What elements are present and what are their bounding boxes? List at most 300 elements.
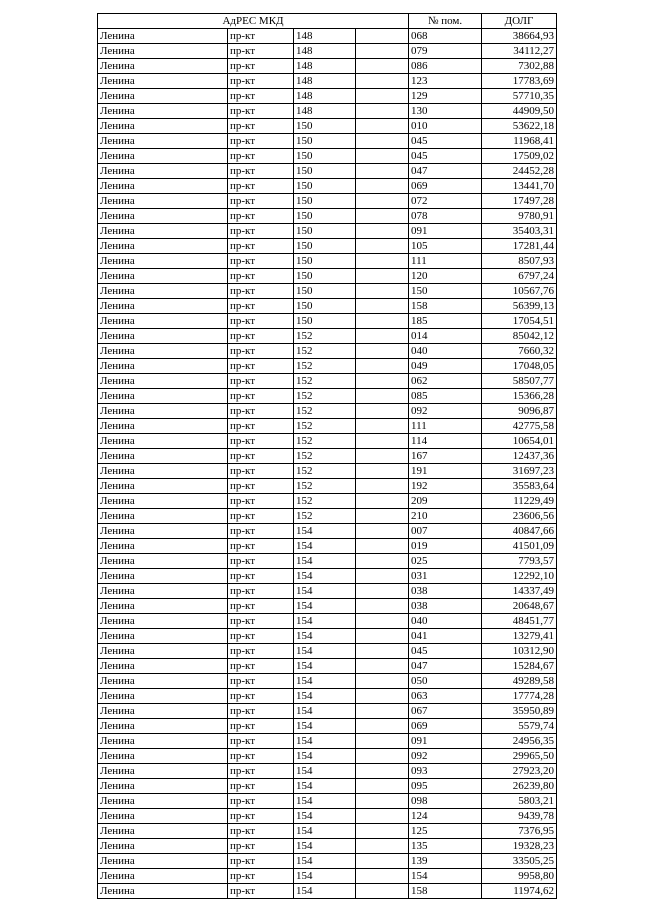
flat-number-cell: 049 (409, 359, 482, 374)
blank-cell (356, 509, 409, 524)
table-row (98, 644, 557, 659)
street-type-cell: пр-кт (228, 674, 294, 689)
street-type-cell: пр-кт (228, 299, 294, 314)
house-cell: 150 (294, 299, 356, 314)
house-cell: 154 (294, 629, 356, 644)
table-row (98, 194, 557, 209)
street-type-cell: пр-кт (228, 689, 294, 704)
blank-cell (356, 149, 409, 164)
flat-number-cell: 091 (409, 734, 482, 749)
house-cell: 154 (294, 749, 356, 764)
flat-number-cell: 098 (409, 794, 482, 809)
house-cell: 154 (294, 719, 356, 734)
table-row (98, 554, 557, 569)
flat-number-cell: 167 (409, 449, 482, 464)
street-cell: Ленина (98, 839, 228, 854)
street-cell: Ленина (98, 524, 228, 539)
table-row (98, 44, 557, 59)
flat-number-cell: 130 (409, 104, 482, 119)
blank-cell (356, 584, 409, 599)
street-type-cell: пр-кт (228, 464, 294, 479)
table-row (98, 689, 557, 704)
street-type-cell: пр-кт (228, 824, 294, 839)
table-row (98, 764, 557, 779)
street-cell: Ленина (98, 854, 228, 869)
table-row (98, 584, 557, 599)
street-type-cell: пр-кт (228, 629, 294, 644)
header-address: АдРЕС МКД (98, 14, 409, 29)
blank-cell (356, 269, 409, 284)
debt-cell: 11229,49 (482, 494, 557, 509)
blank-cell (356, 194, 409, 209)
debt-cell: 17509,02 (482, 149, 557, 164)
table-row (98, 314, 557, 329)
house-cell: 148 (294, 29, 356, 44)
blank-cell (356, 839, 409, 854)
blank-cell (356, 524, 409, 539)
house-cell: 154 (294, 614, 356, 629)
blank-cell (356, 239, 409, 254)
debt-cell: 11974,62 (482, 884, 557, 899)
street-cell: Ленина (98, 704, 228, 719)
house-cell: 154 (294, 794, 356, 809)
flat-number-cell: 031 (409, 569, 482, 584)
street-cell: Ленина (98, 29, 228, 44)
table-row (98, 719, 557, 734)
street-cell: Ленина (98, 269, 228, 284)
flat-number-cell: 114 (409, 434, 482, 449)
flat-number-cell: 185 (409, 314, 482, 329)
blank-cell (356, 29, 409, 44)
street-type-cell: пр-кт (228, 434, 294, 449)
flat-number-cell: 038 (409, 599, 482, 614)
blank-cell (356, 614, 409, 629)
street-type-cell: пр-кт (228, 554, 294, 569)
house-cell: 148 (294, 74, 356, 89)
street-cell: Ленина (98, 224, 228, 239)
debt-table (97, 13, 557, 899)
street-type-cell: пр-кт (228, 89, 294, 104)
table-row (98, 824, 557, 839)
house-cell: 154 (294, 584, 356, 599)
street-cell: Ленина (98, 179, 228, 194)
street-type-cell: пр-кт (228, 539, 294, 554)
blank-cell (356, 59, 409, 74)
house-cell: 150 (294, 239, 356, 254)
blank-cell (356, 329, 409, 344)
street-cell: Ленина (98, 599, 228, 614)
debt-cell: 6797,24 (482, 269, 557, 284)
house-cell: 154 (294, 869, 356, 884)
street-cell: Ленина (98, 539, 228, 554)
street-type-cell: пр-кт (228, 374, 294, 389)
flat-number-cell: 111 (409, 419, 482, 434)
debt-cell: 9439,78 (482, 809, 557, 824)
debt-cell: 7376,95 (482, 824, 557, 839)
flat-number-cell: 158 (409, 299, 482, 314)
street-cell: Ленина (98, 479, 228, 494)
debt-cell: 34112,27 (482, 44, 557, 59)
street-cell: Ленина (98, 419, 228, 434)
house-cell: 154 (294, 764, 356, 779)
flat-number-cell: 010 (409, 119, 482, 134)
house-cell: 152 (294, 419, 356, 434)
flat-number-cell: 129 (409, 89, 482, 104)
debt-cell: 17281,44 (482, 239, 557, 254)
street-cell: Ленина (98, 314, 228, 329)
street-cell: Ленина (98, 644, 228, 659)
debt-cell: 17783,69 (482, 74, 557, 89)
house-cell: 148 (294, 89, 356, 104)
house-cell: 154 (294, 659, 356, 674)
table-row (98, 164, 557, 179)
table-row (98, 479, 557, 494)
blank-cell (356, 494, 409, 509)
blank-cell (356, 869, 409, 884)
street-cell: Ленина (98, 824, 228, 839)
flat-number-cell: 086 (409, 59, 482, 74)
debt-cell: 15284,67 (482, 659, 557, 674)
house-cell: 150 (294, 119, 356, 134)
debt-cell: 35403,31 (482, 224, 557, 239)
street-type-cell: пр-кт (228, 569, 294, 584)
debt-cell: 17054,51 (482, 314, 557, 329)
blank-cell (356, 644, 409, 659)
table-row (98, 104, 557, 119)
street-type-cell: пр-кт (228, 134, 294, 149)
debt-cell: 56399,13 (482, 299, 557, 314)
house-cell: 152 (294, 434, 356, 449)
street-type-cell: пр-кт (228, 854, 294, 869)
table-row (98, 449, 557, 464)
debt-cell: 20648,67 (482, 599, 557, 614)
debt-cell: 5579,74 (482, 719, 557, 734)
header-flat: № пом. (409, 14, 482, 29)
street-type-cell: пр-кт (228, 104, 294, 119)
street-cell: Ленина (98, 584, 228, 599)
blank-cell (356, 374, 409, 389)
street-cell: Ленина (98, 779, 228, 794)
table-row (98, 269, 557, 284)
blank-cell (356, 764, 409, 779)
blank-cell (356, 824, 409, 839)
flat-number-cell: 092 (409, 404, 482, 419)
header-debt: ДОЛГ (482, 14, 557, 29)
table-row (98, 494, 557, 509)
street-type-cell: пр-кт (228, 194, 294, 209)
street-cell: Ленина (98, 509, 228, 524)
street-type-cell: пр-кт (228, 359, 294, 374)
flat-number-cell: 040 (409, 614, 482, 629)
house-cell: 154 (294, 854, 356, 869)
street-cell: Ленина (98, 104, 228, 119)
blank-cell (356, 44, 409, 59)
street-cell: Ленина (98, 194, 228, 209)
table-row (98, 614, 557, 629)
street-cell: Ленина (98, 284, 228, 299)
flat-number-cell: 092 (409, 749, 482, 764)
street-type-cell: пр-кт (228, 644, 294, 659)
debt-cell: 38664,93 (482, 29, 557, 44)
table-row (98, 284, 557, 299)
blank-cell (356, 449, 409, 464)
street-type-cell: пр-кт (228, 314, 294, 329)
debt-cell: 7660,32 (482, 344, 557, 359)
street-type-cell: пр-кт (228, 269, 294, 284)
flat-number-cell: 063 (409, 689, 482, 704)
house-cell: 152 (294, 374, 356, 389)
blank-cell (356, 209, 409, 224)
street-cell: Ленина (98, 254, 228, 269)
blank-cell (356, 674, 409, 689)
house-cell: 150 (294, 284, 356, 299)
street-cell: Ленина (98, 569, 228, 584)
blank-cell (356, 854, 409, 869)
debt-cell: 10654,01 (482, 434, 557, 449)
house-cell: 152 (294, 494, 356, 509)
street-cell: Ленина (98, 434, 228, 449)
street-type-cell: пр-кт (228, 884, 294, 899)
flat-number-cell: 069 (409, 179, 482, 194)
house-cell: 148 (294, 59, 356, 74)
house-cell: 154 (294, 779, 356, 794)
table-row (98, 839, 557, 854)
flat-number-cell: 062 (409, 374, 482, 389)
table-row (98, 224, 557, 239)
flat-number-cell: 025 (409, 554, 482, 569)
street-type-cell: пр-кт (228, 524, 294, 539)
debt-cell: 15366,28 (482, 389, 557, 404)
blank-cell (356, 749, 409, 764)
table-row (98, 134, 557, 149)
street-cell: Ленина (98, 674, 228, 689)
blank-cell (356, 224, 409, 239)
street-type-cell: пр-кт (228, 329, 294, 344)
flat-number-cell: 191 (409, 464, 482, 479)
house-cell: 154 (294, 839, 356, 854)
blank-cell (356, 119, 409, 134)
table-row (98, 359, 557, 374)
house-cell: 150 (294, 149, 356, 164)
street-type-cell: пр-кт (228, 164, 294, 179)
house-cell: 154 (294, 809, 356, 824)
table-row (98, 524, 557, 539)
debt-cell: 53622,18 (482, 119, 557, 134)
street-cell: Ленина (98, 734, 228, 749)
table-row (98, 329, 557, 344)
table-row (98, 779, 557, 794)
blank-cell (356, 539, 409, 554)
street-cell: Ленина (98, 764, 228, 779)
blank-cell (356, 704, 409, 719)
street-type-cell: пр-кт (228, 734, 294, 749)
house-cell: 154 (294, 674, 356, 689)
debt-cell: 29965,50 (482, 749, 557, 764)
table-row (98, 59, 557, 74)
street-cell: Ленина (98, 749, 228, 764)
street-cell: Ленина (98, 884, 228, 899)
street-cell: Ленина (98, 614, 228, 629)
blank-cell (356, 344, 409, 359)
house-cell: 148 (294, 44, 356, 59)
house-cell: 150 (294, 194, 356, 209)
debt-cell: 35583,64 (482, 479, 557, 494)
street-type-cell: пр-кт (228, 44, 294, 59)
street-type-cell: пр-кт (228, 599, 294, 614)
street-type-cell: пр-кт (228, 344, 294, 359)
house-cell: 150 (294, 254, 356, 269)
street-cell: Ленина (98, 59, 228, 74)
blank-cell (356, 434, 409, 449)
blank-cell (356, 74, 409, 89)
blank-cell (356, 809, 409, 824)
street-type-cell: пр-кт (228, 224, 294, 239)
house-cell: 154 (294, 734, 356, 749)
debt-cell: 31697,23 (482, 464, 557, 479)
debt-cell: 5803,21 (482, 794, 557, 809)
flat-number-cell: 014 (409, 329, 482, 344)
flat-number-cell: 050 (409, 674, 482, 689)
table-row (98, 569, 557, 584)
flat-number-cell: 210 (409, 509, 482, 524)
debt-cell: 41501,09 (482, 539, 557, 554)
street-type-cell: пр-кт (228, 149, 294, 164)
house-cell: 152 (294, 404, 356, 419)
street-type-cell: пр-кт (228, 479, 294, 494)
house-cell: 154 (294, 539, 356, 554)
flat-number-cell: 192 (409, 479, 482, 494)
street-cell: Ленина (98, 809, 228, 824)
blank-cell (356, 389, 409, 404)
flat-number-cell: 105 (409, 239, 482, 254)
debt-cell: 57710,35 (482, 89, 557, 104)
street-type-cell: пр-кт (228, 869, 294, 884)
house-cell: 152 (294, 389, 356, 404)
house-cell: 150 (294, 209, 356, 224)
street-cell: Ленина (98, 374, 228, 389)
street-cell: Ленина (98, 629, 228, 644)
table-row (98, 404, 557, 419)
table-row (98, 119, 557, 134)
flat-number-cell: 209 (409, 494, 482, 509)
house-cell: 152 (294, 344, 356, 359)
street-type-cell: пр-кт (228, 239, 294, 254)
street-type-cell: пр-кт (228, 59, 294, 74)
blank-cell (356, 104, 409, 119)
blank-cell (356, 134, 409, 149)
blank-cell (356, 689, 409, 704)
debt-cell: 27923,20 (482, 764, 557, 779)
blank-cell (356, 794, 409, 809)
debt-cell: 13279,41 (482, 629, 557, 644)
street-type-cell: пр-кт (228, 449, 294, 464)
street-cell: Ленина (98, 239, 228, 254)
table-row (98, 419, 557, 434)
table-row (98, 809, 557, 824)
street-cell: Ленина (98, 359, 228, 374)
flat-number-cell: 158 (409, 884, 482, 899)
table-row (98, 734, 557, 749)
debt-cell: 44909,50 (482, 104, 557, 119)
house-cell: 154 (294, 884, 356, 899)
street-type-cell: пр-кт (228, 404, 294, 419)
street-type-cell: пр-кт (228, 179, 294, 194)
street-cell: Ленина (98, 719, 228, 734)
street-type-cell: пр-кт (228, 419, 294, 434)
debt-cell: 7793,57 (482, 554, 557, 569)
street-type-cell: пр-кт (228, 509, 294, 524)
street-cell: Ленина (98, 404, 228, 419)
table-row (98, 344, 557, 359)
debt-cell: 7302,88 (482, 59, 557, 74)
blank-cell (356, 719, 409, 734)
street-type-cell: пр-кт (228, 389, 294, 404)
house-cell: 148 (294, 104, 356, 119)
debt-cell: 9958,80 (482, 869, 557, 884)
street-cell: Ленина (98, 149, 228, 164)
flat-number-cell: 123 (409, 74, 482, 89)
flat-number-cell: 045 (409, 149, 482, 164)
debt-cell: 17774,28 (482, 689, 557, 704)
table-row (98, 299, 557, 314)
house-cell: 150 (294, 224, 356, 239)
house-cell: 150 (294, 164, 356, 179)
blank-cell (356, 569, 409, 584)
street-type-cell: пр-кт (228, 74, 294, 89)
table-row (98, 74, 557, 89)
street-cell: Ленина (98, 464, 228, 479)
street-type-cell: пр-кт (228, 794, 294, 809)
blank-cell (356, 419, 409, 434)
house-cell: 152 (294, 479, 356, 494)
flat-number-cell: 139 (409, 854, 482, 869)
blank-cell (356, 659, 409, 674)
table-row (98, 599, 557, 614)
street-cell: Ленина (98, 869, 228, 884)
street-type-cell: пр-кт (228, 284, 294, 299)
blank-cell (356, 599, 409, 614)
table-row (98, 29, 557, 44)
street-type-cell: пр-кт (228, 764, 294, 779)
blank-cell (356, 284, 409, 299)
street-type-cell: пр-кт (228, 209, 294, 224)
table-row (98, 389, 557, 404)
flat-number-cell: 072 (409, 194, 482, 209)
blank-cell (356, 464, 409, 479)
flat-number-cell: 047 (409, 659, 482, 674)
blank-cell (356, 89, 409, 104)
flat-number-cell: 085 (409, 389, 482, 404)
table-row (98, 794, 557, 809)
house-cell: 150 (294, 134, 356, 149)
header-row (98, 14, 557, 29)
flat-number-cell: 150 (409, 284, 482, 299)
street-cell: Ленина (98, 449, 228, 464)
house-cell: 154 (294, 554, 356, 569)
street-cell: Ленина (98, 554, 228, 569)
debt-cell: 11968,41 (482, 134, 557, 149)
flat-number-cell: 091 (409, 224, 482, 239)
house-cell: 152 (294, 449, 356, 464)
street-type-cell: пр-кт (228, 659, 294, 674)
street-cell: Ленина (98, 164, 228, 179)
table-row (98, 149, 557, 164)
debt-cell: 40847,66 (482, 524, 557, 539)
street-type-cell: пр-кт (228, 839, 294, 854)
street-type-cell: пр-кт (228, 584, 294, 599)
flat-number-cell: 093 (409, 764, 482, 779)
flat-number-cell: 019 (409, 539, 482, 554)
